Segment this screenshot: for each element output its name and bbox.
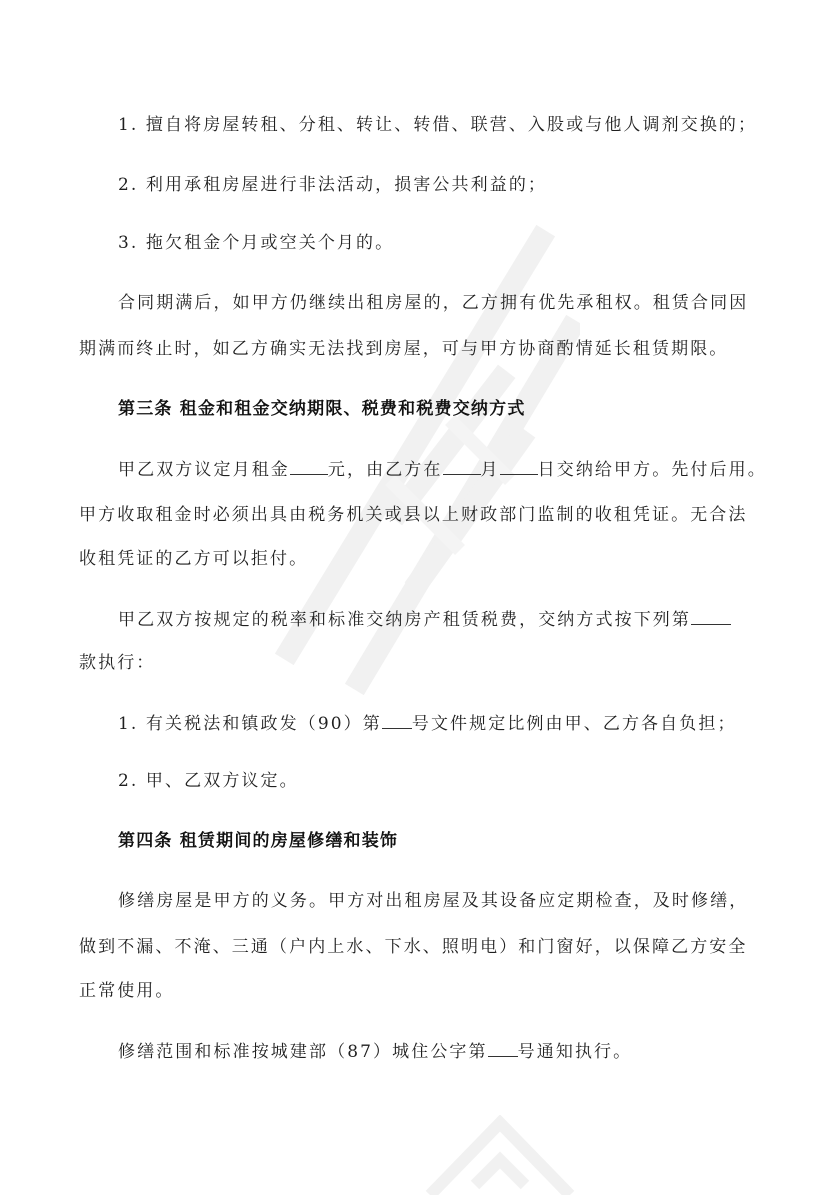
rent-text-part2: 元，由乙方在 bbox=[327, 460, 443, 480]
tax-law-text-part1: 1. 有关税法和镇政发（90）第 bbox=[118, 714, 382, 734]
tax-text: 甲乙双方按规定的税率和标准交纳房产租赁税费，交纳方式按下列第 bbox=[118, 610, 691, 630]
list-item-rent-arrears: 3. 拖欠租金个月或空关个月的。 bbox=[118, 233, 395, 253]
rent-month-blank bbox=[443, 458, 481, 475]
rent-text-part4: 日交纳给甲方。先付后用。 bbox=[537, 460, 767, 480]
paragraph-rent-line1 bbox=[118, 458, 767, 481]
paragraph-repair-line1: 修缮房屋是甲方的义务。甲方对出租房屋及其设备应定期检查，及时修缮， bbox=[118, 891, 749, 911]
list-item-illegal-use: 2. 利用承租房屋进行非法活动，损害公共利益的； bbox=[118, 175, 548, 195]
tax-law-text-part2: 号文件规定比例由甲、乙方各自负担； bbox=[411, 714, 737, 734]
rent-amount-blank bbox=[290, 458, 328, 475]
paragraph-renewal-line2: 期满而终止时，如乙方确实无法找到房屋，可与甲方协商酌情延长租赁期限。 bbox=[79, 339, 729, 359]
section-heading-article-4: 第四条 租赁期间的房屋修缮和装饰 bbox=[118, 831, 399, 851]
list-item-mutual-agreement: 2. 甲、乙双方议定。 bbox=[118, 771, 299, 791]
rent-text-part1: 甲乙双方议定月租金 bbox=[118, 460, 290, 480]
rent-day-blank bbox=[500, 458, 538, 475]
notice-number-blank bbox=[488, 1040, 518, 1057]
paragraph-tax-line1 bbox=[118, 608, 731, 631]
tax-clause-blank bbox=[691, 608, 731, 625]
section-heading-article-3: 第三条 租金和租金交纳期限、税费和税费交纳方式 bbox=[118, 399, 526, 419]
paragraph-rent-line3: 收租凭证的乙方可以拒付。 bbox=[79, 549, 309, 569]
paragraph-repair-line2: 做到不漏、不淹、三通（户内上水、下水、照明电）和门窗好，以保障乙方安全 bbox=[79, 937, 748, 957]
document-number-blank bbox=[382, 712, 412, 729]
rent-text-part3: 月 bbox=[480, 460, 500, 480]
paragraph-rent-line2: 甲方收取租金时必须出具由税务机关或县以上财政部门监制的收租凭证。无合法 bbox=[79, 505, 748, 525]
repair-scope-text-part2: 号通知执行。 bbox=[517, 1042, 633, 1062]
repair-scope-text-part1: 修缮范围和标准按城建部（87）城住公字第 bbox=[118, 1042, 488, 1062]
paragraph-repair-line3: 正常使用。 bbox=[79, 981, 175, 1001]
list-item-sublet: 1. 擅自将房屋转租、分租、转让、转借、联营、入股或与他人调剂交换的； bbox=[118, 115, 758, 135]
list-item-tax-law bbox=[118, 712, 737, 735]
paragraph-repair-scope bbox=[118, 1040, 632, 1063]
paragraph-tax-line2: 款执行： bbox=[79, 653, 156, 673]
paragraph-renewal-line1: 合同期满后，如甲方仍继续出租房屋的，乙方拥有优先承租权。租赁合同因 bbox=[118, 293, 749, 313]
